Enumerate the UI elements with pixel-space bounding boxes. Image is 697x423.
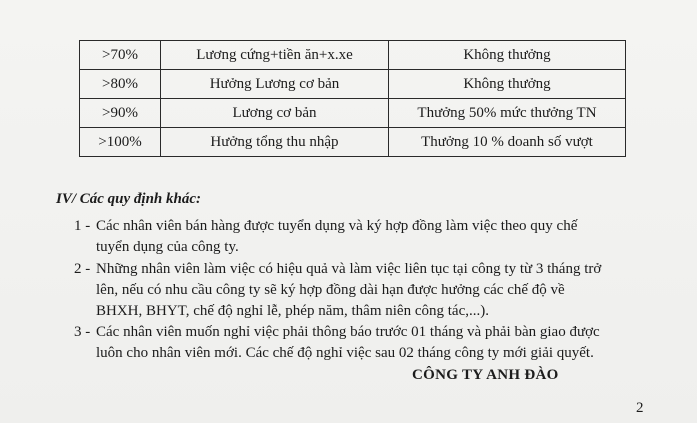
bonus-cell: Thưởng 50% mức thưởng TN <box>389 99 626 128</box>
table-row <box>80 41 626 70</box>
bonus-cell: Không thưởng <box>389 41 626 70</box>
rule-line: luôn cho nhân viên mới. Các chế độ nghỉ việc sau 02 tháng công ty mới giải quyết. <box>96 345 594 361</box>
threshold-cell: >100% <box>80 128 161 157</box>
bonus-cell: Thưởng 10 % doanh số vượt <box>389 128 626 157</box>
rule-line: Những nhân viên làm việc có hiệu quả và làm việc liên tục tại công ty từ 3 tháng trở <box>96 261 602 277</box>
rule-line: BHXH, BHYT, chế độ nghỉ lễ, phép năm, thâm niên công tác,...). <box>96 303 489 319</box>
table-row <box>80 70 626 99</box>
company-signature: CÔNG TY ANH ĐÀO <box>412 367 559 383</box>
page-number: 2 <box>636 400 644 416</box>
rule-item <box>74 216 640 258</box>
salary-cell: Lương cứng+tiền ăn+x.xe <box>161 41 389 70</box>
salary-cell: Hưởng Lương cơ bản <box>161 70 389 99</box>
rule-line: lên, nếu có nhu cầu công ty sẽ ký hợp đồng dài hạn được hưởng các chế độ về <box>96 282 565 298</box>
threshold-cell: >90% <box>80 99 161 128</box>
rule-line: tuyển dụng của công ty. <box>96 239 239 255</box>
rule-number: 2 - <box>74 261 91 277</box>
threshold-cell: >80% <box>80 70 161 99</box>
bonus-policy-table <box>79 40 626 157</box>
table-row <box>80 128 626 157</box>
rule-item <box>74 322 640 364</box>
rule-number: 3 - <box>74 324 91 340</box>
bonus-cell: Không thưởng <box>389 70 626 99</box>
rule-item <box>74 259 640 322</box>
rule-number: 1 - <box>74 218 91 234</box>
rule-line <box>74 216 640 237</box>
threshold-cell: >70% <box>80 41 161 70</box>
section-heading: IV/ Các quy định khác: <box>56 191 202 207</box>
rule-line-text: Các nhân viên bán hàng được tuyển dụng và ký hợp đồng làm việc theo quy chế <box>96 218 578 234</box>
salary-cell: Hưởng tổng thu nhập <box>161 128 389 157</box>
salary-cell: Lương cơ bản <box>161 99 389 128</box>
rule-line: Các nhân viên muốn nghỉ việc phải thông báo trước 01 tháng và phải bàn giao được <box>96 324 600 340</box>
table-row <box>80 99 626 128</box>
